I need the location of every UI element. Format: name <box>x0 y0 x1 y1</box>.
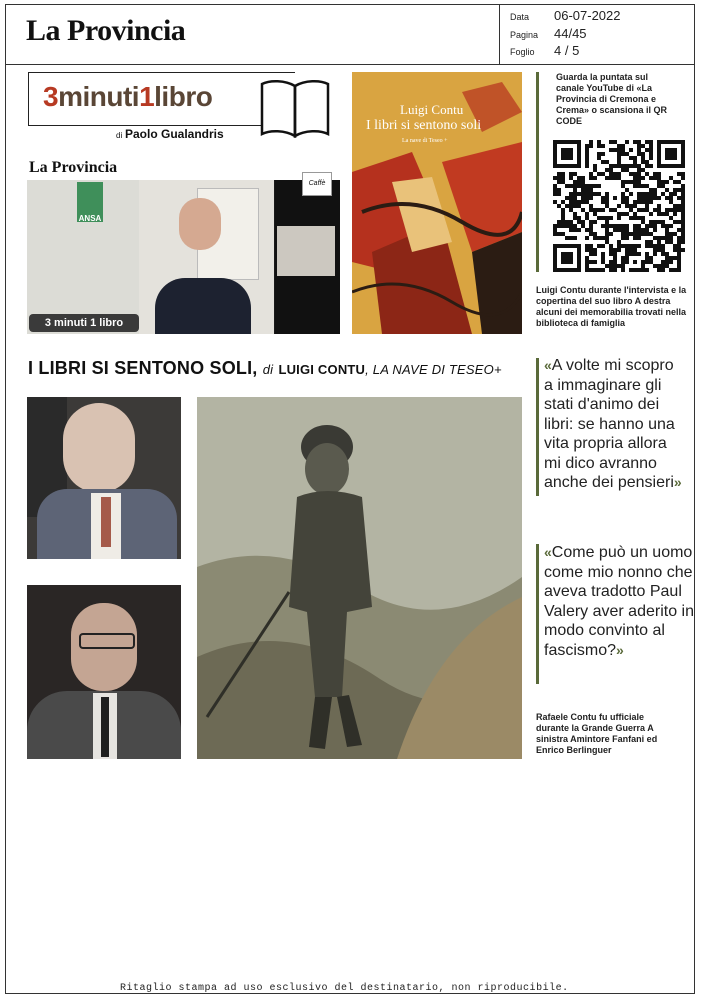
inset-video <box>277 226 335 276</box>
headline-publisher: , LA NAVE DI TESEO+ <box>365 362 502 377</box>
headline-author: LUIGI CONTU <box>278 362 366 377</box>
header-divider <box>5 64 695 65</box>
person-body <box>155 278 251 334</box>
video-title-badge: 3 minuti 1 libro <box>29 314 139 332</box>
byline-name: Paolo Gualandris <box>125 127 224 141</box>
cover-title: I libri si sentono soli <box>366 118 482 133</box>
footer-disclaimer: Ritaglio stampa ad uso esclusivo del destinatario, non riproducibile. <box>120 983 569 994</box>
logo-word-minuti: minuti <box>58 81 140 112</box>
masthead: La Provincia <box>26 14 186 47</box>
soldier-scene <box>197 397 522 759</box>
qr-code-icon[interactable] <box>553 140 685 272</box>
logo-word-libro: libro <box>154 81 213 112</box>
fanfani-tie <box>101 497 111 547</box>
photo-soldier <box>197 397 522 759</box>
quote-close-icon: » <box>616 641 624 658</box>
quote-2-bar <box>536 544 539 684</box>
glasses-icon <box>79 633 135 649</box>
open-book-icon <box>258 76 332 138</box>
quote-open-icon: « <box>544 544 552 560</box>
ansa-badge: ANSA <box>77 182 103 222</box>
quote-1-bar <box>536 358 539 496</box>
quote-open-icon: « <box>544 357 552 373</box>
berlinguer-tie <box>101 697 109 757</box>
video-still <box>27 158 340 334</box>
meta-label-foglio: Foglio <box>510 47 535 57</box>
meta-label-data: Data <box>510 12 530 22</box>
fanfani-head <box>63 403 135 493</box>
photo-fanfani <box>27 397 181 559</box>
logo-number-1: 1 <box>139 81 155 112</box>
quote-close-icon: » <box>673 474 682 490</box>
cover-author: Luigi Contu <box>400 102 464 117</box>
pull-quote-2 <box>544 543 694 660</box>
cover-publisher: La nave di Teseo + <box>402 138 448 144</box>
meta-box <box>499 4 696 64</box>
top-photo-caption: Luigi Contu durante l'intervista e la copertina del suo libro A destra alcuni dei memorabilia trovati nella biblioteca di famiglia <box>536 285 687 328</box>
pull-quote-2-text: Come può un uomo come mio nonno che aveva tradotto Paul Valery aver aderito in modo convinto al fascismo? <box>544 544 694 659</box>
qr-instructions: Guarda la puntata sul canale YouTube di «La Provincia di Cremona e Crema» o scansiona il QR CODE <box>556 72 668 126</box>
article-headline <box>28 358 502 379</box>
headline-di: di <box>262 362 274 377</box>
meta-value-pagina: 44/45 <box>554 26 587 41</box>
cafe-logo: Caffè <box>302 172 332 196</box>
meta-label-pagina: Pagina <box>510 30 539 40</box>
logo-number-3: 3 <box>43 81 59 112</box>
meta-value-foglio: 4 / 5 <box>554 43 580 58</box>
column-logo-text <box>43 81 212 113</box>
pull-quote-1 <box>544 356 684 493</box>
pull-quote-1-text: A volte mi scopro a immaginare gli stati d'animo dei libri: se hanno una vita propria allora mi dico avranno anche dei pensieri <box>544 357 675 491</box>
headline-title: I LIBRI SI SENTONO SOLI, <box>28 358 258 378</box>
book-cover <box>352 72 522 334</box>
video-channel-logo: La Provincia <box>29 159 118 176</box>
person-head <box>179 198 221 250</box>
bottom-photo-caption: Rafaele Contu fu ufficiale durante la Grande Guerra A sinistra Amintore Fanfani ed Enrico Berlinguer <box>536 712 658 755</box>
qr-accent-bar <box>536 72 539 272</box>
column-logo <box>28 72 295 126</box>
byline-prefix: di <box>116 131 123 140</box>
photo-berlinguer <box>27 585 181 759</box>
meta-value-data: 06-07-2022 <box>554 8 621 23</box>
